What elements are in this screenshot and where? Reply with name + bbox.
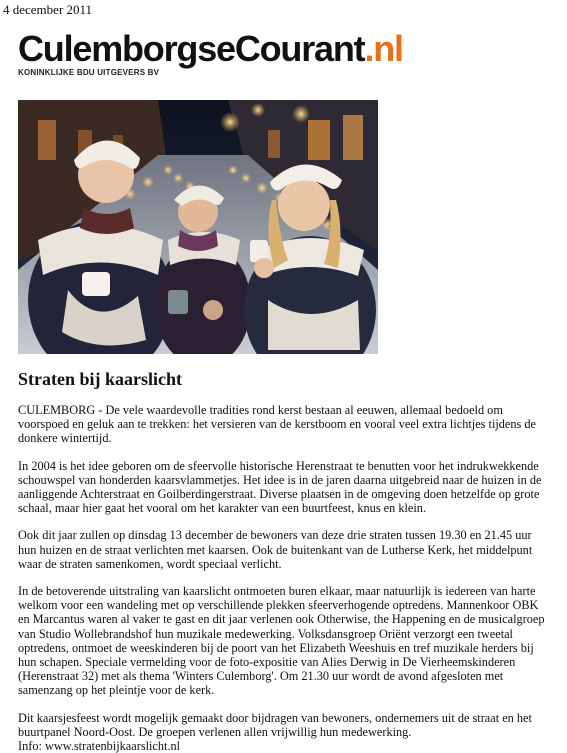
children-candlelight-photo <box>18 100 378 354</box>
info-link[interactable]: Info: www.stratenbijkaarslicht.nl <box>18 739 181 753</box>
newspaper-logo <box>18 28 403 77</box>
article-paragraph: CULEMBORG - De vele waardevolle tradities rond kerst bestaan al eeuwen, allemaal bedoeld om voorspoed en geluk aan te trekken: het versieren van de kerstboom en vooral veel extra lichtjes tijdens de donkere wintertijd. <box>18 403 536 446</box>
article-headline: Straten bij kaarslicht <box>18 369 182 389</box>
logo-name: CulemborgseCourant <box>18 28 365 69</box>
logo-wordmark <box>18 28 403 69</box>
publication-date: 4 december 2011 <box>3 2 93 17</box>
logo-tld: .nl <box>364 28 403 69</box>
article-paragraph: In 2004 is het idee geboren om de sfeervolle historische Herenstraat te benutten voor het indrukwekkende schouwspel van honderden kaarsvlammetjes. Het idee is in de jaren daarna uitgebreid naar de huizen in de aanliggende Achterstraat en Goilberdingerstraat. Diverse plaatsen in de omgeving doen hetzelfde op grote schaal, maar hier gaat het vooral om het karakter van een buurtfeest, knus en klein. <box>18 458 542 516</box>
article-paragraph: In de betoverende uitstraling van kaarslicht ontmoeten buren elkaar, maar natuurlijk is iedereen van harte welkom voor een wandeling met op verschillende plekken sfeerverhogende optredens. Mannenkoor OBK en Marcantus waren al vaker te gast en dit jaar verlenen ook Otherwise, the Happening en de musicalgroep van Studio Wollebrandshof hun muzikale medewerking. Volksdansgroep Oriënt verzorgt een tweetal optredens, ontmoet de weeskinderen bij de poort van het Elizabeth Weeshuis en tref muzikale herders bij hun schapen. Speciale vermelding voor de foto-expositie van Alies Derwig in De Vierheemskinderen (Herenstraat 32) met als thema 'Winters Culemborg'. Om 21.30 uur wordt de avond afgesloten met samenzang op het pleintje voor de kerk. <box>18 584 545 698</box>
logo-subtitle: KONINKLIJKE BDU UITGEVERS BV <box>18 68 160 77</box>
article-paragraph: Ook dit jaar zullen op dinsdag 13 december de bewoners van deze drie straten tussen 19.30 en 21.45 uur hun huizen en de straat verlichten met kaarsen. Ook de buitenkant van de Lutherse Kerk, het middelpunt waar de straten samenkomen, wordt speciaal verlicht. <box>18 528 533 571</box>
article-body <box>18 403 553 753</box>
article-paragraph: Dit kaarsjesfeest wordt mogelijk gemaakt door bijdragen van bewoners, ondernemers uit de straat en het buurtpanel Noord-Oost. De groepen verlenen allen vrijwillig hun medewerking. <box>18 710 532 739</box>
article-photo <box>18 100 378 354</box>
